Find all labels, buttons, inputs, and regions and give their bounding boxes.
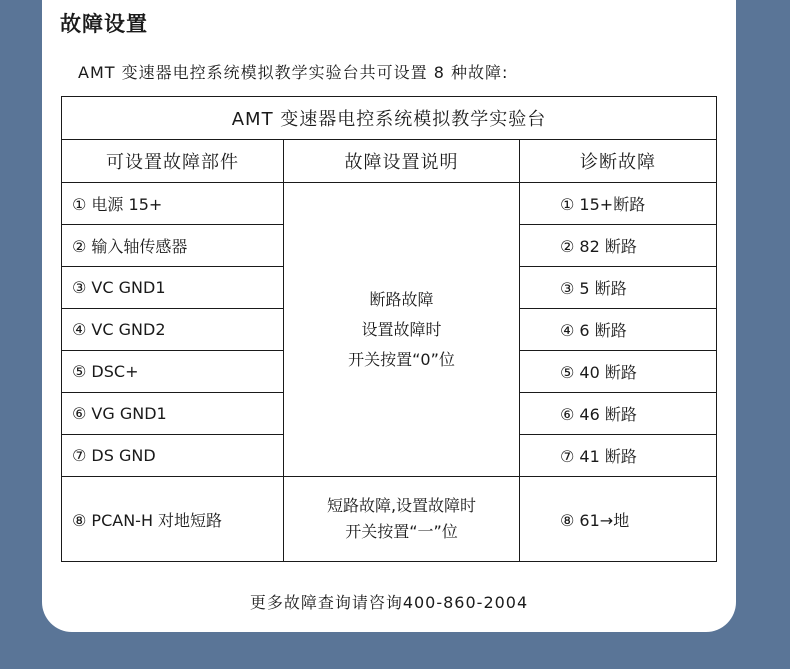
note-cell: [284, 477, 520, 562]
header-diagnosis: 诊断故障: [520, 140, 717, 183]
diagnosis-cell: ⑤ 40 断路: [520, 351, 717, 393]
merged-note-cell: [284, 183, 520, 477]
diagnosis-cell: ⑦ 41 断路: [520, 435, 717, 477]
note-line: 断路故障: [369, 289, 434, 309]
part-cell: ② 输入轴传感器: [62, 225, 284, 267]
part-cell: ④ VC GND2: [62, 309, 284, 351]
part-cell: ① 电源 15+: [62, 183, 284, 225]
part-cell: ③ VC GND1: [62, 267, 284, 309]
diagnosis-cell: ⑧ 61→地: [520, 477, 717, 562]
note-line: 开关按置“0”位: [348, 349, 455, 369]
intro-text: AMT 变速器电控系统模拟教学实验台共可设置 8 种故障:: [78, 63, 509, 82]
table-header-row: [62, 140, 717, 183]
note-line: 开关按置“一”位: [345, 522, 458, 541]
part-cell: ⑤ DSC+: [62, 351, 284, 393]
table-title: AMT 变速器电控系统模拟教学实验台: [62, 97, 717, 140]
diagnosis-cell: ② 82 断路: [520, 225, 717, 267]
table-title-row: [62, 97, 717, 140]
diagnosis-cell: ④ 6 断路: [520, 309, 717, 351]
part-cell: ⑦ DS GND: [62, 435, 284, 477]
part-cell: ⑥ VG GND1: [62, 393, 284, 435]
contact-footer: 更多故障查询请咨询400-860-2004: [249, 593, 529, 612]
fault-table: [61, 96, 717, 562]
header-part: 可设置故障部件: [62, 140, 284, 183]
section-heading: 故障设置: [60, 12, 148, 36]
note-line: 短路故障,设置故障时: [326, 496, 477, 515]
table-row: [62, 183, 717, 225]
table-row: [62, 477, 717, 562]
note-line: 设置故障时: [361, 319, 442, 339]
header-note: 故障设置说明: [284, 140, 520, 183]
diagnosis-cell: ① 15+断路: [520, 183, 717, 225]
part-cell: ⑧ PCAN-H 对地短路: [62, 477, 284, 562]
diagnosis-cell: ③ 5 断路: [520, 267, 717, 309]
content-card: [42, 0, 736, 632]
diagnosis-cell: ⑥ 46 断路: [520, 393, 717, 435]
